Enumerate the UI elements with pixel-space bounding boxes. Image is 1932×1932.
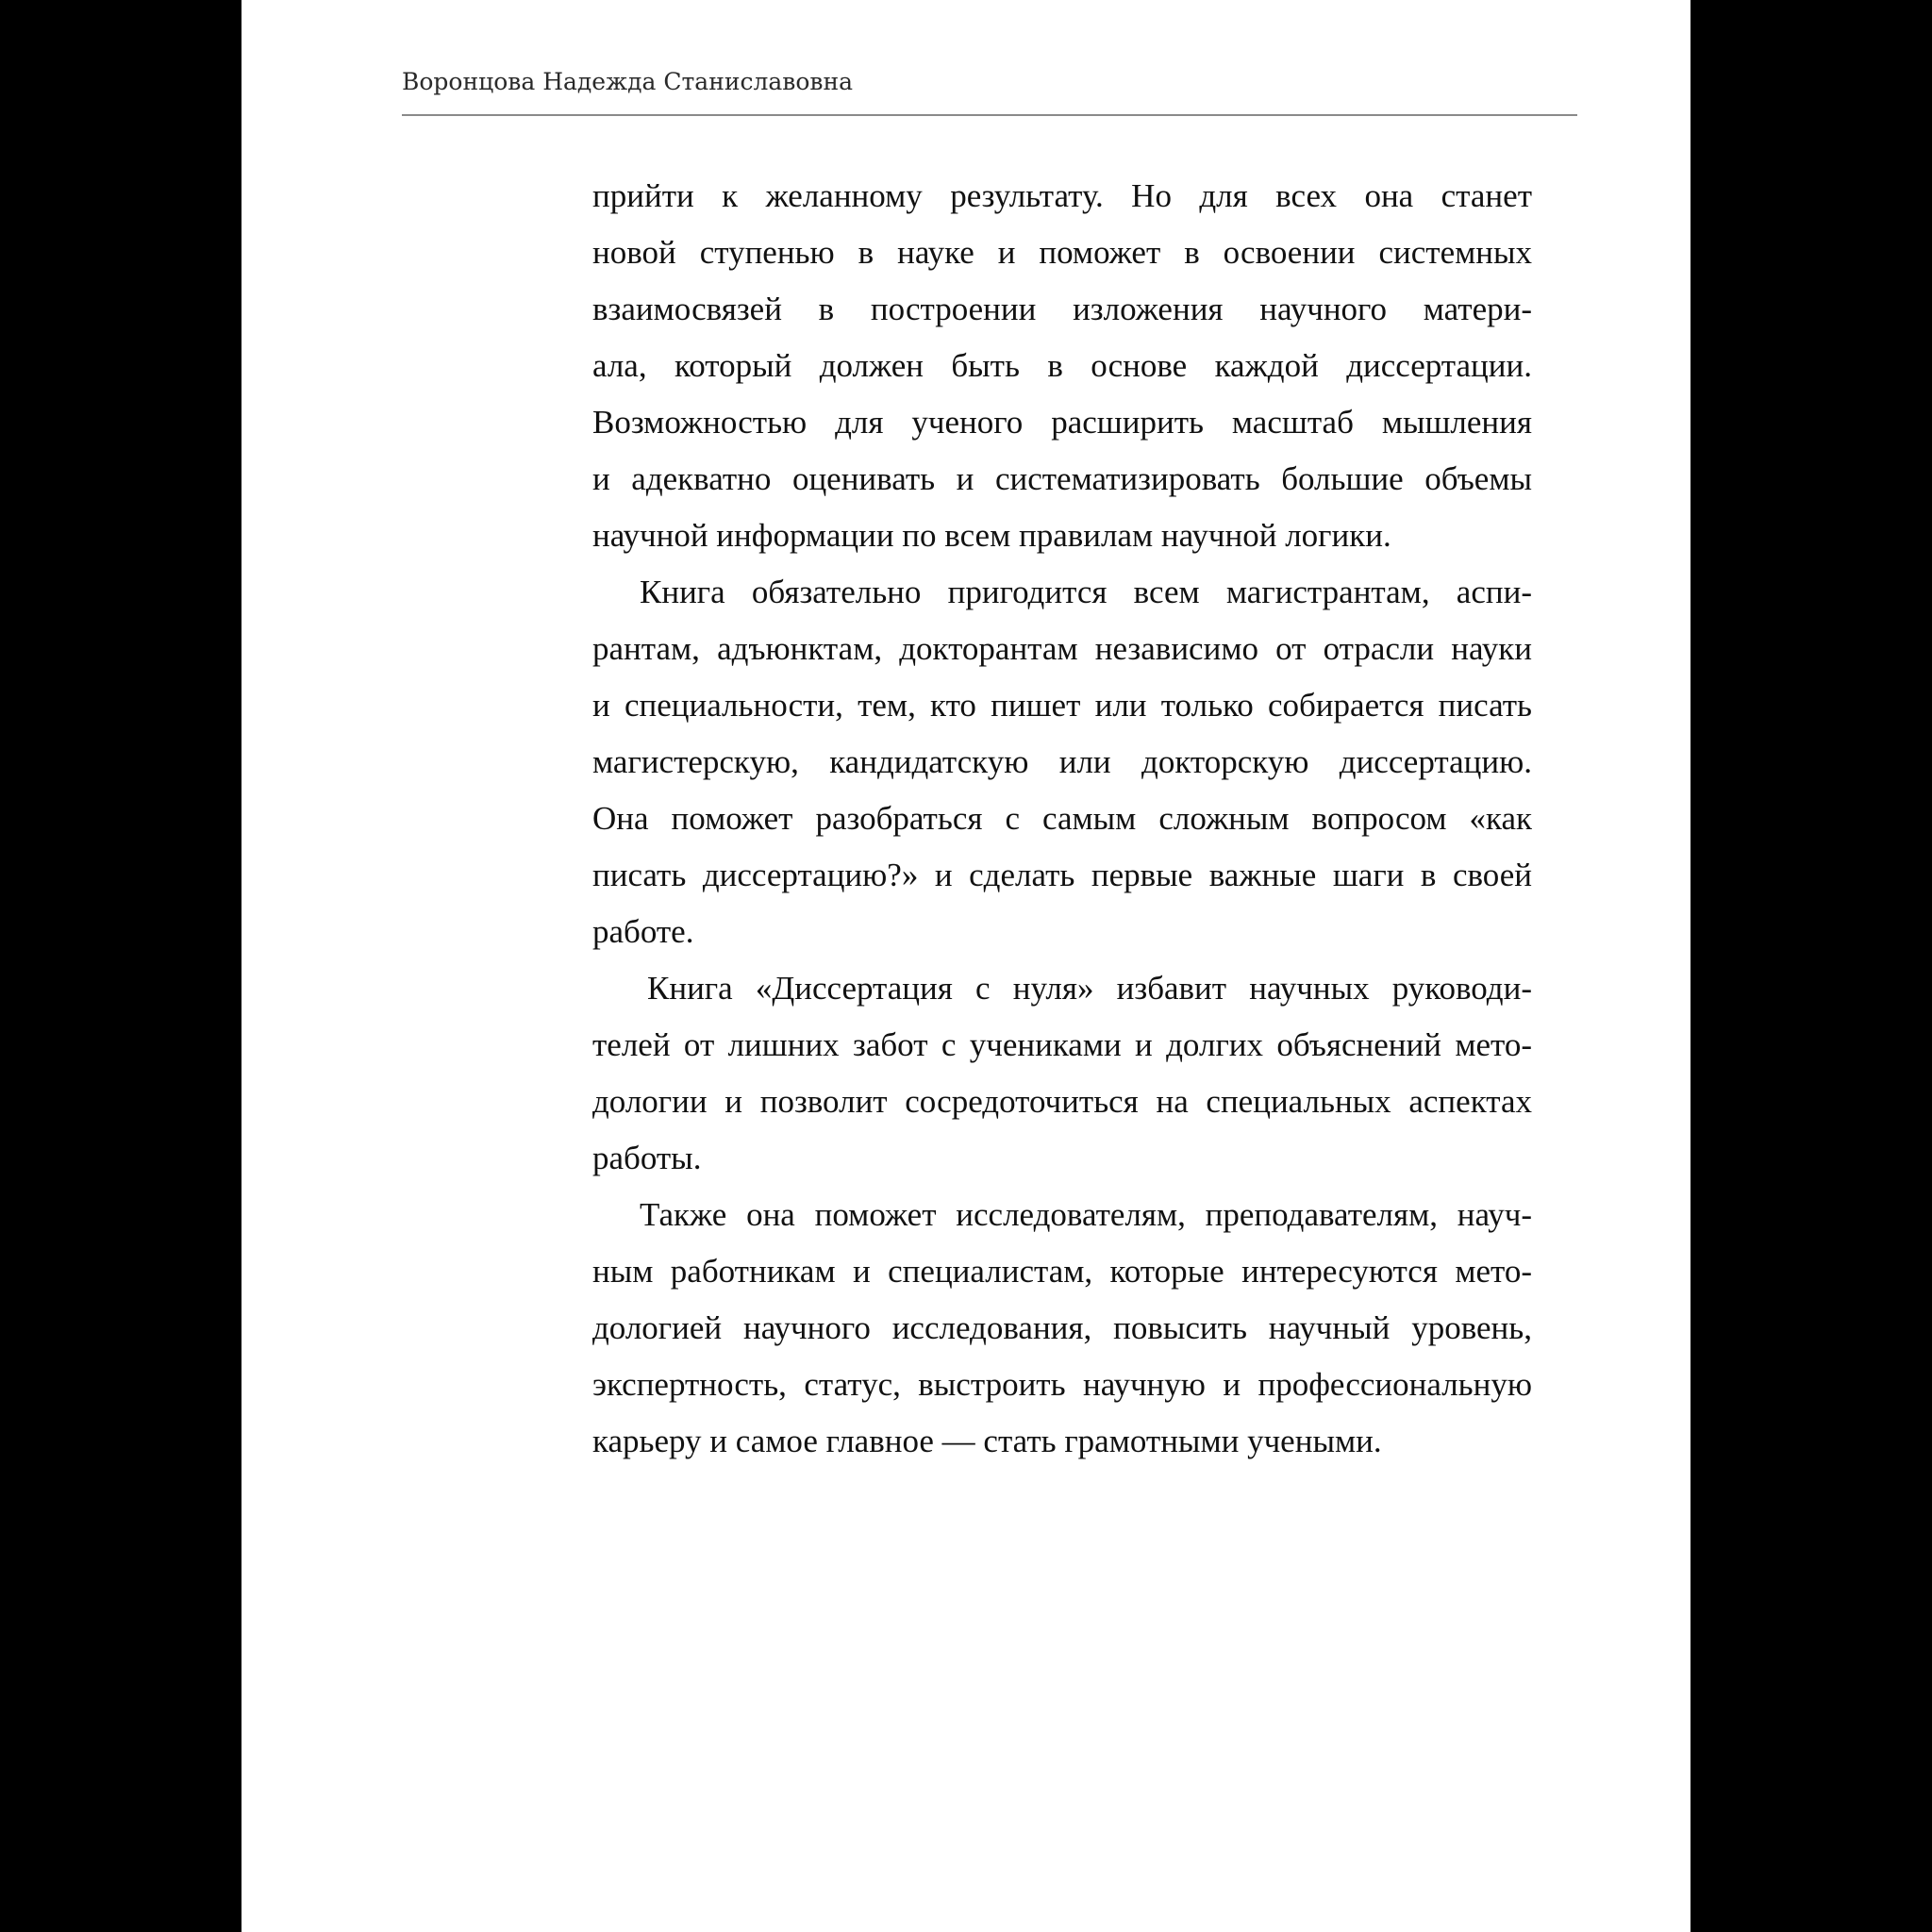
text-line: ным работникам и специалистам, которые интересуются мето-	[592, 1253, 1532, 1290]
body-text	[592, 168, 1532, 1470]
text-line: Книга обязательно пригодится всем магистрантам, аспи-	[640, 574, 1532, 610]
text-line: Также она поможет исследователям, преподавателям, науч-	[640, 1196, 1532, 1233]
running-head: Воронцова Надежда Станиславовна	[402, 68, 854, 95]
paragraph	[592, 1187, 1532, 1470]
text-line: и адекватно оценивать и систематизировать большие объемы	[592, 460, 1532, 497]
text-line: работы.	[592, 1140, 702, 1176]
text-line: дологией научного исследования, повысить научный уровень,	[592, 1309, 1532, 1346]
text-line: экспертность, статус, выстроить научную и профессиональную	[592, 1366, 1532, 1403]
text-line: рантам, адъюнктам, докторантам независимо от отрасли науки	[592, 630, 1532, 667]
text-line: Возможностью для ученого расширить масштаб мышления	[592, 404, 1532, 441]
paragraph	[592, 564, 1532, 960]
text-line: телей от лишних забот с учениками и долгих объяснений мето-	[592, 1026, 1532, 1063]
text-line: магистерскую, кандидатскую или докторскую диссертацию.	[592, 743, 1532, 780]
text-line: новой ступенью в науке и поможет в освоении системных	[592, 234, 1532, 271]
text-line: работе.	[592, 913, 694, 950]
text-line: научной информации по всем правилам научной логики.	[592, 517, 1391, 554]
text-line: взаимосвязей в построении изложения научного матери-	[592, 291, 1532, 327]
paragraph	[592, 168, 1532, 564]
book-page	[242, 0, 1690, 1932]
text-line: дологии и позволит сосредоточиться на специальных аспектах	[592, 1083, 1532, 1120]
text-line: карьеру и самое главное — стать грамотными учеными.	[592, 1423, 1382, 1459]
header-rule	[402, 114, 1577, 116]
text-line: Она поможет разобраться с самым сложным вопросом «как	[592, 800, 1532, 837]
paragraph	[592, 960, 1532, 1187]
text-line: прийти к желанному результату. Но для всех она станет	[592, 177, 1532, 214]
text-line: Книга «Диссертация с нуля» избавит научных руководи-	[647, 970, 1532, 1007]
text-line: и специальности, тем, кто пишет или только собирается писать	[592, 687, 1532, 724]
text-line: писать диссертацию?» и сделать первые важные шаги в своей	[592, 857, 1532, 893]
text-line: ала, который должен быть в основе каждой диссертации.	[592, 347, 1532, 384]
